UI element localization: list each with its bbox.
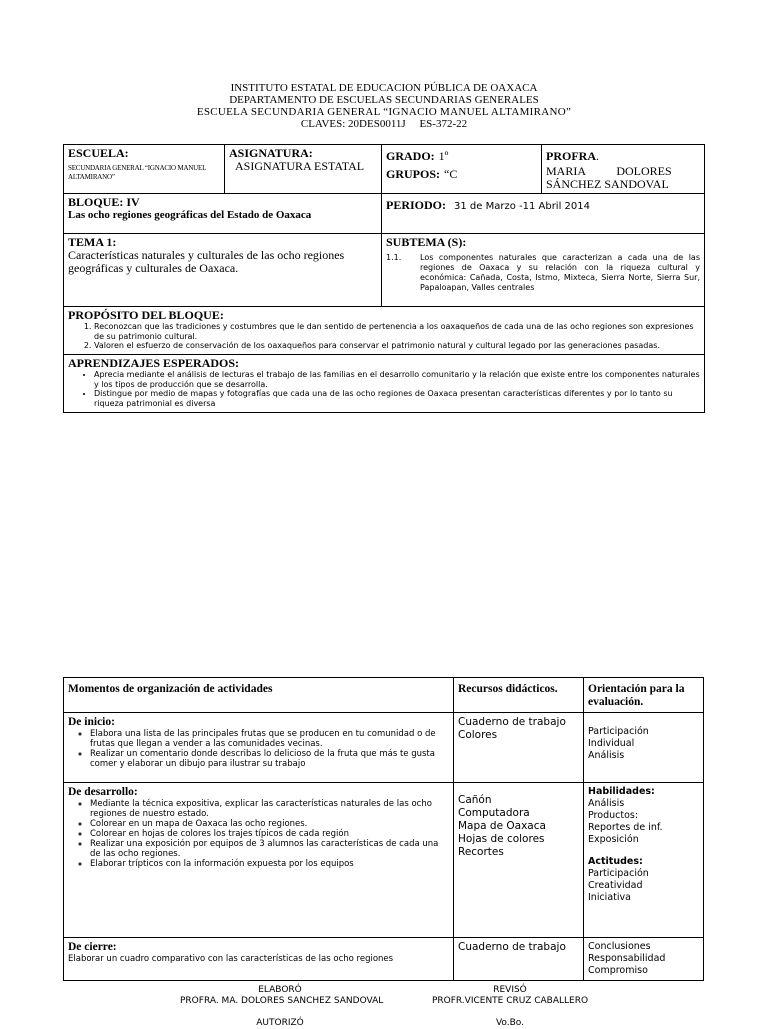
proposito-label: PROPÓSITO DEL BLOQUE:	[68, 308, 224, 322]
elaboro-label: ELABORÓ	[258, 985, 302, 995]
escuela-cell	[64, 145, 225, 194]
col-evaluation-header	[584, 678, 704, 713]
cierre-resources	[454, 938, 584, 981]
profra-name-line1: MARIA DOLORES	[546, 164, 672, 178]
header-keys: CLAVES: 20DES0011J ES-372-22	[300, 118, 468, 130]
asignatura-value: ASIGNATURA ESTATAL	[235, 159, 365, 173]
cierre-cell	[64, 938, 454, 981]
desarrollo-item: ◦ Colorear en un mapa de Oaxaca las ocho regiones.	[90, 819, 449, 829]
desarrollo-cell	[64, 783, 454, 938]
profra-name-line2: SÁNCHEZ SANDOVAL	[546, 177, 669, 191]
grado-label: GRADO:	[386, 149, 435, 163]
reviso-name: PROFR.VICENTE CRUZ CABALLERO	[431, 996, 589, 1006]
proposito-list	[68, 322, 700, 351]
grado-cell	[382, 145, 542, 194]
col-resources-header-text: Recursos didácticos.	[458, 683, 558, 695]
resource-item: Cuaderno de trabajo	[458, 941, 566, 953]
proposito-cell	[64, 307, 705, 355]
inicio-cell	[64, 713, 454, 783]
evaluation-item: Responsabilidad	[588, 953, 666, 964]
evaluation-item: Compromiso	[588, 965, 648, 976]
periodo-value: 31 de Marzo -11 Abril 2014	[454, 201, 590, 212]
document-header	[0, 82, 768, 130]
habilidad-item: Análisis	[588, 798, 625, 809]
habilidades-label: Habilidades:	[588, 786, 655, 797]
habilidad-item: Reportes de inf.	[588, 822, 663, 833]
bloque-label: BLOQUE: IV	[68, 195, 140, 209]
subtema-number: 1.1.	[386, 253, 402, 262]
cierre-text: Elaborar un cuadro comparativo con las características de las ocho regiones	[68, 954, 394, 964]
col-moments-header-text: Momentos de organización de actividades	[68, 683, 273, 695]
inicio-label: De inicio:	[68, 716, 115, 728]
resource-item: Mapa de Oaxaca	[458, 820, 546, 832]
desarrollo-label: De desarrollo:	[68, 786, 138, 798]
desarrollo-evaluation	[584, 783, 704, 938]
desarrollo-item: ◦ Elaborar trípticos con la información expuesta por los equipos	[90, 859, 449, 869]
cierre-label: De cierre:	[68, 941, 117, 953]
subtema-cell	[382, 234, 705, 307]
grupos-value: “C	[444, 167, 458, 181]
grupos-label: GRUPOS:	[386, 167, 440, 181]
desarrollo-item: ◦ Mediante la técnica expositiva, explicar las características naturales de las ocho regiones de nuestro estado.	[90, 799, 449, 819]
periodo-label: PERIODO:	[386, 198, 446, 212]
resource-item: Cañón	[458, 794, 492, 806]
subtema-value: Los componentes naturales que caracterizan a cada una de las regiones de Oaxaca y su relación con la riqueza cultural y económica: Cañada, Costa, Istmo, Mixteca, Sierra Norte, Sierra Sur, Papaloapan, Valles centrales	[420, 253, 700, 292]
actitud-item: Iniciativa	[588, 892, 631, 903]
evaluation-item: Análisis	[588, 750, 625, 761]
aprendizaje-item: • Aprecia mediante el análisis de lecturas el trabajo de las familias en el desarrollo comunitario y la relación que existe entre los componentes naturales y los tipos de producción que se desarrolla.	[94, 370, 700, 389]
autorizo-label: AUTORIZÓ	[256, 1018, 304, 1028]
evaluation-item: Individual	[588, 738, 635, 749]
subtema-label: SUBTEMA (S):	[386, 235, 467, 249]
reviso-block	[410, 985, 610, 1007]
col-moments-header	[64, 678, 454, 713]
resource-item: Computadora	[458, 807, 530, 819]
profra-label: PROFRA	[546, 149, 596, 163]
profra-cell	[542, 145, 705, 194]
aprendizajes-cell	[64, 355, 705, 413]
escuela-label: ESCUELA:	[68, 146, 129, 160]
habilidad-item: Exposición	[588, 834, 639, 845]
header-department: DEPARTAMENTO DE ESCUELAS SECUNDARIAS GENERALES	[229, 94, 539, 106]
header-school: ESCUELA SECUNDARIA GENERAL “IGNACIO MANUEL ALTAMIRANO”	[196, 106, 572, 118]
profra-dot: .	[596, 149, 599, 163]
aprendizaje-item: • Distingue por medio de mapas y fotografías que cada una de las ocho regiones de Oaxaca presentan características diferentes y por lo tanto su riqueza patrimonial es diversa	[94, 389, 700, 408]
inicio-item: ◦ Realizar un comentario donde describas lo delicioso de la fruta que más te gusta comer y elaborar un dibujo para ilustrar su trabajo	[90, 749, 449, 769]
grado-value: 1º	[438, 149, 449, 163]
proposito-item: 1. Reconozcan que las tradiciones y costumbres que le dan sentido de pertenencia a los oaxaqueños de cada una de las ocho regiones son expresiones de su patrimonio cultural.	[94, 322, 700, 341]
actitud-item: Creatividad	[588, 880, 643, 891]
vobo-label: Vo.Bo.	[495, 1018, 525, 1028]
tema-cell	[64, 234, 382, 307]
col-evaluation-header-text: Orientación para la evaluación.	[588, 683, 685, 708]
header-institute: INSTITUTO ESTATAL DE EDUCACION PÚBLICA DE OAXACA	[230, 82, 538, 94]
elaboro-block	[180, 985, 384, 1007]
proposito-item: 2. Valoren el esfuerzo de conservación de los oaxaqueños para conservar el patrimonio natural y cultural legado por las generaciones pasadas.	[94, 341, 700, 351]
reviso-label: REVISÓ	[493, 985, 527, 995]
bloque-cell	[64, 194, 382, 234]
col-resources-header	[454, 678, 584, 713]
evaluation-item: Participación	[588, 726, 649, 737]
inicio-resources	[454, 713, 584, 783]
resource-item: Hojas de colores	[458, 833, 545, 845]
desarrollo-item: ◦ Realizar una exposición por equipos de 3 alumnos las características de cada una de las ocho regiones.	[90, 839, 449, 859]
elaboro-name: PROFRA. MA. DOLORES SANCHEZ SANDOVAL	[180, 996, 384, 1006]
evaluation-item: Conclusiones	[588, 941, 651, 952]
inicio-list	[68, 729, 449, 769]
asignatura-label: ASIGNATURA:	[229, 146, 313, 160]
asignatura-cell	[225, 145, 382, 194]
resource-item: Colores	[458, 729, 498, 741]
actitudes-label: Actitudes:	[588, 856, 643, 867]
actitud-item: Participación	[588, 868, 649, 879]
aprendizajes-list	[68, 370, 700, 408]
resource-item: Cuaderno de trabajo	[458, 716, 566, 728]
escuela-value: SECUNDARIA GENERAL “IGNACIO MANUEL ALTAMIRANO”	[68, 164, 206, 181]
habilidad-item: Productos:	[588, 810, 639, 821]
desarrollo-item: ◦ Colorear en hojas de colores los trajes típicos de cada región	[90, 829, 449, 839]
aprendizajes-label: APRENDIZAJES ESPERADOS:	[68, 356, 240, 370]
desarrollo-list	[68, 799, 449, 869]
activities-table	[63, 677, 704, 981]
tema-label: TEMA 1:	[68, 235, 117, 249]
tema-value: Características naturales y culturales de las ocho regiones geográficas y culturales de Oaxaca.	[68, 248, 345, 275]
inicio-item: ◦ Elabora una lista de las principales frutas que se producen en tu comunidad o de frutas que llegan a vender a las comunidades vecinas.	[90, 729, 449, 749]
inicio-evaluation	[584, 713, 704, 783]
bloque-value: Las ocho regiones geográficas del Estado de Oaxaca	[68, 209, 312, 221]
desarrollo-resources	[454, 783, 584, 938]
cierre-evaluation	[584, 938, 704, 981]
resource-item: Recortes	[458, 846, 504, 858]
planning-info-table	[63, 144, 705, 413]
periodo-cell	[382, 194, 705, 234]
